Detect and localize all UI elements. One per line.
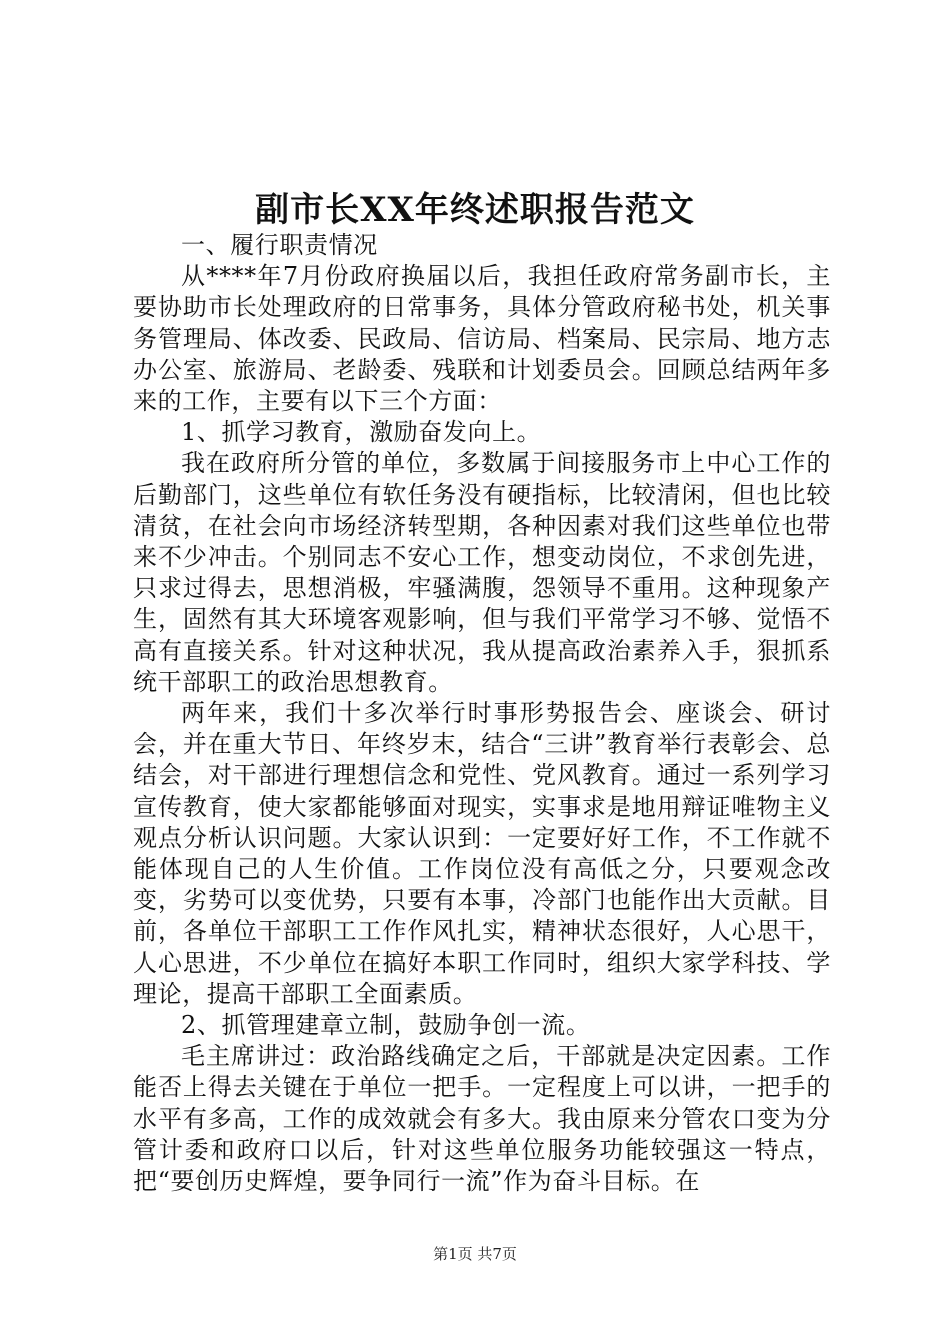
- section-heading-duty: 一、履行职责情况: [181, 231, 378, 259]
- page-footer: 第1页 共7页: [433, 1245, 517, 1263]
- paragraph-study-background: 我在政府所分管的单位，多数属于间接服务市上中心工作的后勤部门，这些单位有软任务没有硬指标，比较清闲，但也比较清贫，在社会向市场经济转型期，各种因素对我们这些单位也带来不少冲击。个别同志不安心工作，想变动岗位，不求创先进，只求过得去，思想消极，牢骚满腹，怨领导不重用。这种现象产生，固然有其大环境客观影响，但与我们平常学习不够、觉悟不高有直接关系。针对这种状况，我从提高政治素养入手，狠抓系统干部职工的政治思想教育。: [133, 449, 831, 696]
- paragraph-intro: 从****年7月份政府换届以后，我担任政府常务副市长，主要协助市长处理政府的日常事务，具体分管政府秘书处，机关事务管理局、体改委、民政局、信访局、档案局、民宗局、地方志办公室、旅游局、老龄委、残联和计划委员会。回顾总结两年多来的工作，主要有以下三个方面：: [133, 262, 831, 416]
- section-heading-study: 1、抓学习教育，激励奋发向上。: [181, 418, 542, 447]
- paragraph-management: 毛主席讲过：政治路线确定之后，干部就是决定因素。工作能否上得去关键在于单位一把手。一定程度上可以讲，一把手的水平有多高，工作的成效就会有多大。我由原来分管农口变为分管计委和政府口以后，针对这些单位服务功能较强这一特点，把“要创历史辉煌，要争同行一流”作为奋斗目标。在: [133, 1042, 831, 1196]
- paragraph-study-results: 两年来，我们十多次举行时事形势报告会、座谈会、研讨会，并在重大节日、年终岁末，结合“三讲”教育举行表彰会、总结会，对干部进行理想信念和党性、党风教育。通过一系列学习宣传教育，使大家都能够面对现实，实事求是地用辩证唯物主义观点分析认识问题。大家认识到：一定要好好工作，不工作就不能体现自己的人生价值。工作岗位没有高低之分，只要观念改变，劣势可以变优势，只要有本事，冷部门也能作出大贡献。目前，各单位干部职工工作作风扎实，精神状态很好，人心思干，人心思进，不少单位在搞好本职工作同时，组织大家学科技、学理论，提高干部职工全面素质。: [133, 699, 831, 1008]
- document-body: [133, 230, 831, 1197]
- section-heading-management: 2、抓管理建章立制，鼓励争创一流。: [181, 1011, 591, 1040]
- document-title: 副市长XX年终述职报告范文: [255, 190, 695, 230]
